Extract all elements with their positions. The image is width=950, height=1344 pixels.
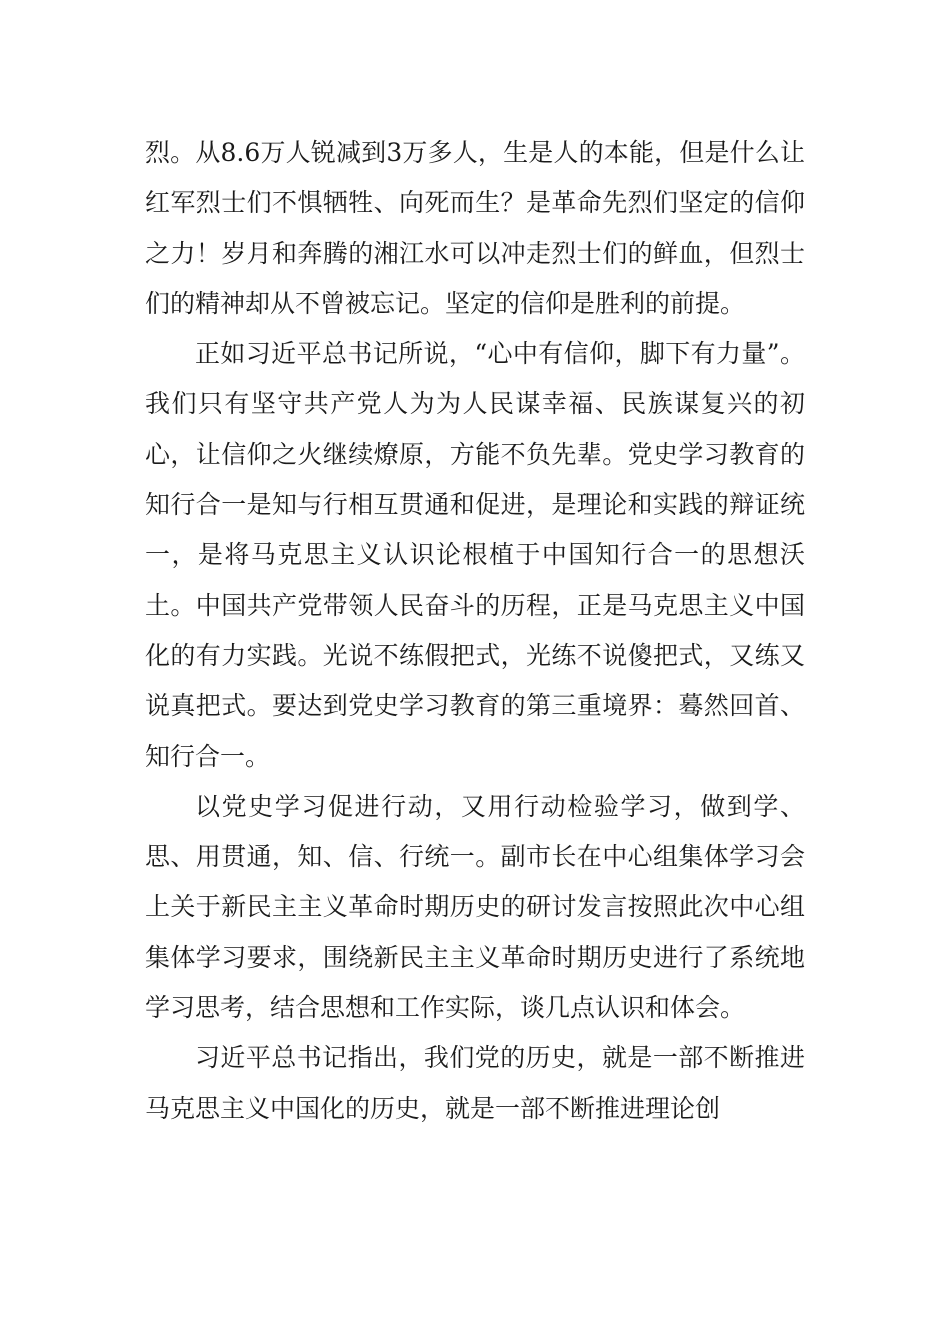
document-page	[145, 128, 805, 1134]
paragraph-2: 正如习近平总书记所说，“心中有信仰，脚下有力量”。我们只有坚守共产党人为为人民谋幸福、民族谋复兴的初心，让信仰之火继续燎原，方能不负先辈。党史学习教育的知行合一是知与行相互贯通和促进，是理论和实践的辩证统一，是将马克思主义认识论根植于中国知行合一的思想沃土。中国共产党带领人民奋斗的历程，正是马克思主义中国化的有力实践。光说不练假把式，光练不说傻把式，又练又说真把式。要达到党史学习教育的第三重境界：蓦然回首、知行合一。	[145, 339, 805, 771]
paragraph-4: 习近平总书记指出，我们党的历史，就是一部不断推进马克思主义中国化的历史，就是一部不断推进理论创	[145, 1043, 805, 1123]
paragraph-1: 烈。从8.6万人锐减到3万多人，生是人的本能，但是什么让红军烈士们不惧牺牲、向死而生？是革命先烈们坚定的信仰之力！岁月和奔腾的湘江水可以冲走烈士们的鲜血，但烈士们的精神却从不曾被忘记。坚定的信仰是胜利的前提。	[145, 138, 805, 318]
paragraph-3: 以党史学习促进行动，又用行动检验学习，做到学、思、用贯通，知、信、行统一。副市长在中心组集体学习会上关于新民主主义革命时期历史的研讨发言按照此次中心组集体学习要求，围绕新民主主义革命时期历史进行了系统地学习思考，结合思想和工作实际，谈几点认识和体会。	[145, 791, 805, 1023]
